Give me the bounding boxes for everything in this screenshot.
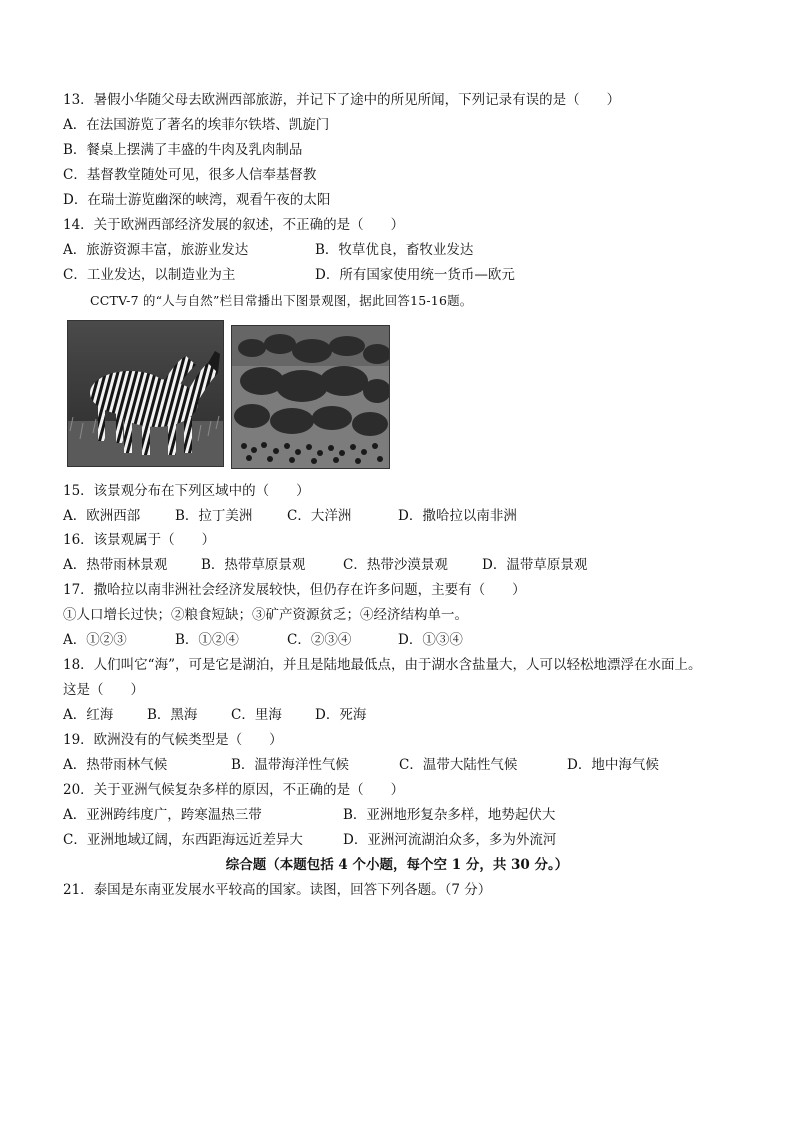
section-heading: 综合题（本题包括 4 个小题，每个空 1 分，共 30 分。）: [225, 857, 569, 873]
q17-option-d: D．①③④: [398, 632, 463, 648]
q18-stem-cont: 这是（ ）: [63, 682, 144, 698]
q14-stem: 14．关于欧洲西部经济发展的叙述，不正确的是（ ）: [63, 217, 405, 233]
q13-option-c: C．基督教堂随处可见，很多人信奉基督教: [63, 167, 317, 183]
q14-option-b: B．牧草优良，畜牧业发达: [315, 242, 474, 258]
q16-option-a: A．热带雨林景观: [63, 557, 168, 573]
q19-option-a: A．热带雨林气候: [63, 757, 168, 773]
q15-stem: 15．该景观分布在下列区域中的（ ）: [63, 483, 310, 499]
q16-option-d: D．温带草原景观: [482, 557, 588, 573]
q16-option-b: B．热带草原景观: [201, 557, 306, 573]
q18-stem: 18．人们叫它“海”，可是它是湖泊，并且是陆地最低点，由于湖水含盐量大，人可以轻松地漂浮在水面上。: [63, 657, 702, 673]
q21-stem: 21．泰国是东南亚发展水平较高的国家。读图，回答下列各题。（7 分）: [63, 882, 492, 898]
q19-stem: 19．欧洲没有的气候类型是（ ）: [63, 732, 283, 748]
q20-option-a: A．亚洲跨纬度广，跨寒温热三带: [63, 807, 262, 823]
zebras-illustration: [68, 321, 223, 466]
q17-items: ①人口增长过快；②粮食短缺；③矿产资源贫乏；④经济结构单一。: [63, 607, 468, 623]
q17-option-c: C．②③④: [287, 632, 352, 648]
q15-option-a: A．欧洲西部: [63, 508, 141, 524]
q19-option-c: C．温带大陆性气候: [399, 757, 518, 773]
q18-option-c: C．里海: [231, 707, 282, 723]
q20-option-c: C．亚洲地域辽阔，东西距海远近差异大: [63, 832, 303, 848]
q13-option-d: D．在瑞士游览幽深的峡湾，观看午夜的太阳: [63, 192, 331, 208]
herd-illustration: [232, 326, 389, 468]
q15-option-c: C．大洋洲: [287, 508, 352, 524]
q13-stem: 13．暑假小华随父母去欧洲西部旅游，并记下了途中的所见所闻，下列记录有误的是（ ）: [63, 92, 621, 108]
q18-option-d: D．死海: [315, 707, 367, 723]
q19-option-d: D．地中海气候: [567, 757, 659, 773]
q16-option-c: C．热带沙漠景观: [343, 557, 448, 573]
q19-option-b: B．温带海洋性气候: [231, 757, 349, 773]
q18-option-a: A．红海: [63, 707, 114, 723]
q14-option-a: A．旅游资源丰富，旅游业发达: [63, 242, 249, 258]
wildebeest-herd-photo: [231, 325, 390, 469]
q16-stem: 16．该景观属于（ ）: [63, 532, 216, 548]
q15-option-d: D．撒哈拉以南非洲: [398, 508, 517, 524]
q20-stem: 20．关于亚洲气候复杂多样的原因，不正确的是（ ）: [63, 782, 405, 798]
q20-option-b: B．亚洲地形复杂多样，地势起伏大: [343, 807, 556, 823]
q17-stem: 17．撒哈拉以南非洲社会经济发展较快，但仍存在许多问题，主要有（ ）: [63, 582, 526, 598]
q14-option-d: D．所有国家使用统一货币—欧元: [315, 267, 515, 283]
q17-option-b: B．①②④: [175, 632, 239, 648]
q13-option-a: A．在法国游览了著名的埃菲尔铁塔、凯旋门: [63, 117, 330, 133]
q15-option-b: B．拉丁美洲: [175, 508, 253, 524]
q18-option-b: B．黑海: [147, 707, 198, 723]
q17-option-a: A．①②③: [63, 632, 127, 648]
zebras-photo: [67, 320, 224, 467]
q14-option-c: C．工业发达，以制造业为主: [63, 267, 236, 283]
intro-15-16: CCTV-7 的“人与自然”栏目常播出下图景观图，据此回答15-16题。: [90, 293, 473, 308]
q13-option-b: B．餐桌上摆满了丰盛的牛肉及乳肉制品: [63, 142, 303, 158]
q20-option-d: D．亚洲河流湖泊众多，多为外流河: [343, 832, 557, 848]
